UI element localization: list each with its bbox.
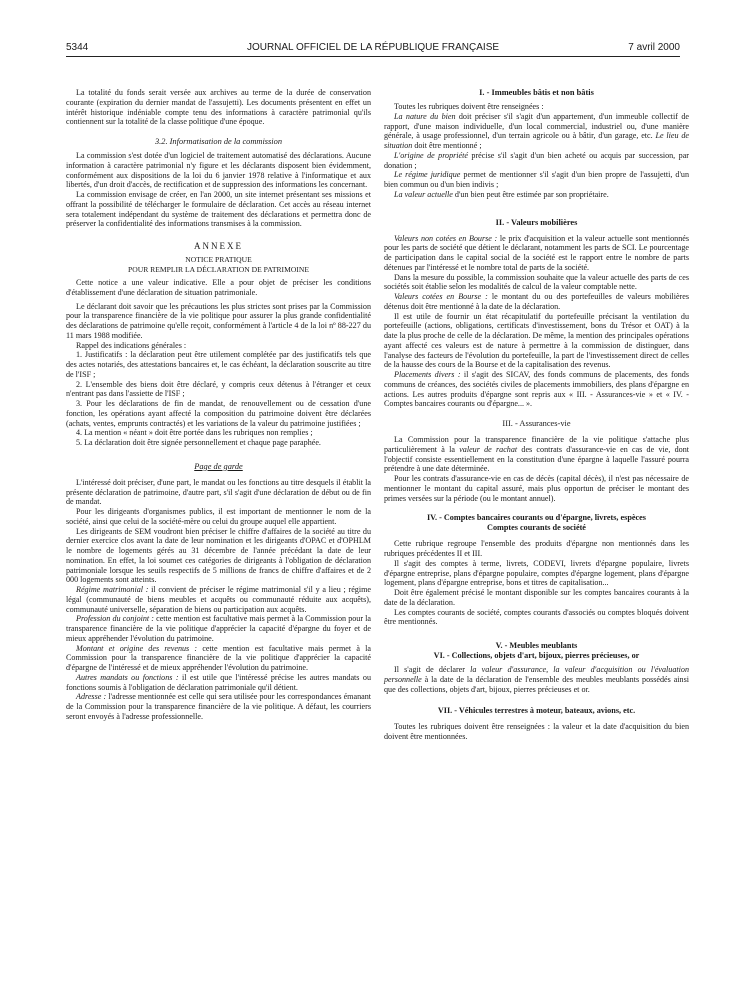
paragraph [66,585,371,614]
paragraph: Dans la mesure du possible, la commission souhaite que la valeur actuelle des parts de ces sociétés soit établie selon les modalités de calcul de la valeur comptable nette. [384,272,689,292]
paragraph: Doit être également précisé le montant disponible sur les comptes bancaires courants à la date de la déclaration. [384,588,689,607]
paragraph: Il est utile de fournir un état récapitulatif du portefeuille précisant la ventilation du portefeuille (actions, obligations, certificats d'investissement, bons du Trésor et OAT) à la date la plus proche de celle de la déclaration. De même, la mention des principales opérations ayant affecté ces valeurs est de nature à permettre à la commission de distinguer, dans l'analyse des facteurs de l'évolution du portefeuille, la part de l'investissement direct de celles de la hausse des cours de la Bourse et de la capitalisation des revenus. [384,311,689,370]
paragraph: Cette notice a une valeur indicative. Elle a pour objet de préciser les conditions d'établissement d'une déclaration de situation patrimoniale. [66,278,371,297]
paragraph-text: précise s'il s'agit d'un bien acheté ou acquis par succession, par donation ; [384,150,689,170]
paragraph-text: à la date de la déclaration de l'ensemble des meubles meublants possédés ainsi que des collections, objets d'art, bijoux, pierres précieuses et or. [384,674,689,694]
paragraph: 1. Justificatifs : la déclaration peut être utilement complétée par des justificatifs tels que des actes notariés, des attestations bancaires et, le cas échéant, la déclaration souscrite au titre de l'ISF ; [66,350,371,379]
paragraph [384,370,689,409]
paragraph: La commission s'est dotée d'un logiciel de traitement automatisé des déclarations. Aucune information à caractère patrimonial n'y figure et les déclarants disposent bien évidemment, conformément aux dispositions de la loi du 6 janvier 1978 relative à l'informatique et aux libertés, d'un droit d'accès, de rectification et de suppression des informations les concernant. [66,151,371,190]
section-heading: 3.2. Informatisation de la commission [154,137,283,146]
paragraph [66,692,371,721]
notice-subtitle: POUR REMPLIR LA DÉCLARATION DE PATRIMOINE [128,264,309,274]
paragraph: Il s'agit des comptes à terme, livrets, CODEVI, livrets d'épargne populaire, livrets d'épargne entreprise, plans d'épargne populaire, comptes d'épargne logement, plans d'épargne logement, plans d'épargne entreprise, bons et titres de capitalisation... [384,558,689,588]
paragraph-text: La Commission pour la transparence financière de la vie politique s'attache plus particulièrement à la [384,435,689,454]
paragraph [66,673,371,693]
paragraph [384,234,689,273]
paragraph: La commission envisage de créer, en l'an 2000, un site internet présentant ses missions et offrant la possibilité de télécharger le formulaire de déclaration. Cet accès au réseau internet sera totalement indépendant du système de traitement des déclarations et permettra donc de préserver la confidentialité des informations transmises à la commission. [66,190,371,229]
section-heading: III. - Assurances-vie [502,419,571,428]
lead-term: L'origine de propriété [394,150,468,160]
lead-term: Régime matrimonial : [76,585,149,594]
paragraph: L'intéressé doit préciser, d'une part, le mandat ou les fonctions au titre desquels il établit la présente déclaration de patrimoine, d'autre part, s'il s'agit d'une déclaration de début ou de fin de mandat. [66,477,371,507]
section-heading: VI. - Collections, objets d'art, bijoux, pierres précieuses, or [433,651,640,660]
paragraph [384,435,689,474]
lead-term: Placements divers : [394,370,461,379]
paragraph: La totalité du fonds serait versée aux archives au terme de la durée de conservation courante (expiration du dernier mandat de l'assujetti). Les documents présentent en effet un intérêt historique indéniable compte tenu des informations à caractère patrimonial qu'ils contiennent sur la totalité de la classe politique d'une époque. [66,88,371,127]
section-heading: I. - Immeubles bâtis et non bâtis [479,88,594,97]
section-heading [66,462,371,472]
paragraph [384,292,689,312]
lead-term: Le lieu de situation [384,131,690,150]
section-subheading: Comptes courants de société [487,523,586,533]
paragraph [384,112,689,151]
paragraph: Cette rubrique regroupe l'ensemble des produits d'épargne non mentionnés dans les rubriques précédentes II et III. [384,539,689,558]
emphasis: valeur de rachat [459,444,518,454]
paragraph: Toutes les rubriques doivent être renseignées : la valeur et la date d'acquisition du bien doivent être mentionnées. [384,722,689,741]
section-heading: IV. - Comptes bancaires courants ou d'épargne, livrets, espèces [426,513,646,523]
paragraph: 2. L'ensemble des biens doit être déclaré, y compris ceux détenus à l'étranger et ceux n'entrant pas dans l'assiette de l'ISF ; [66,379,371,399]
right-column [384,88,689,742]
page-number: 5344 [66,42,89,53]
paragraph-text: le montant du ou des portefeuilles de valeurs mobilières détenus doit être mentionné à la date de la déclaration. [384,292,689,311]
lead-term: Profession du conjoint : [76,614,154,624]
paragraph-text: il s'agit des SICAV, des fonds communs de placements, des fonds communs de créances, des sociétés civiles de placements immobiliers, des plans d'épargne en actions. Les autres produits d'épargne sont repris aux « III. - Assurances-vie » et « IV. - Comptes bancaires courants ou d'épargne... ». [384,370,689,409]
section-heading: VII. - Véhicules terrestres à moteur, bateaux, avions, etc. [437,706,636,716]
paragraph-text: cette mention est facultative mais permet à la Commission pour la transparence financière de la vie politique d'apprécier la capacité d'épargne de l'intéressé et de mieux appréhender l'évolution du patrimoine. [66,643,372,672]
paragraph: Toutes les rubriques doivent être renseignées : [394,102,544,111]
lead-term: Adresse : [76,692,107,702]
lead-term: Le régime juridique [394,170,461,180]
issue-date: 7 avril 2000 [628,42,680,53]
annexe-title: ANNEXE [194,241,243,251]
header-rule [66,56,680,57]
section-heading: V. - Meubles meublants [495,641,578,650]
paragraph-text: permet de mentionner s'il s'agit d'un bien propre de l'assujetti, d'un bien commun ou d'un bien indivis ; [384,170,690,189]
journal-title: JOURNAL OFFICIEL DE LA RÉPUBLIQUE FRANÇAISE [246,42,500,53]
lead-term: Valeurs cotées en Bourse : [394,292,488,301]
lead-term: La nature du bien [394,111,456,121]
paragraph-text: le prix d'acquisition et la valeur actuelle sont mentionnés pour les parts de société que détient le déclarant, notamment les parts de SCI. Le pourcentage de participation dans le capital social de la société est le rapport entre le nombre de parts détenues par l'intéressé et le nombre total de parts de la société. [384,233,689,272]
page-de-garde-heading: Page de garde [194,461,243,471]
paragraph: Le déclarant doit savoir que les précautions les plus strictes sont prises par la Commission pour la transparence financière de la vie politique pour assurer la plus grande confidentialité des déclarations de patrimoine qu'elle reçoit, conformément à l'article 4 de la loi nº 88-227 du 11 mars 1988 modifiée. [66,301,371,340]
paragraph [384,190,689,200]
paragraph: Rappel des indications générales : [76,340,187,350]
paragraph-text: il convient de préciser le régime matrimonial s'il y a lieu ; régime légal (communauté de biens meubles et acquêts ou communauté réduite aux acquêts), communauté universelle, séparation de biens ou participation aux acquêts. [66,585,371,614]
paragraph-text: doit préciser s'il s'agit d'un appartement, d'un immeuble collectif de rapport, d'une maison individuelle, d'un local commercial, industriel ou, d'une manière générale, à usage professionnel, d'un terrain agricole ou à bâtir, d'un garage, etc. [384,111,689,141]
paragraph: Pour les contrats d'assurance-vie en cas de décès (capital décès), il n'est pas nécessaire de mentionner le montant du capital assuré, mais plus opportun de préciser le montant des primes versées sur la période (ou le montant annuel). [384,474,689,503]
paragraph-text: doit être mentionné ; [412,141,482,150]
lead-term: La valeur actuelle [394,189,453,199]
page-header [66,42,680,56]
paragraph: Pour les dirigeants d'organismes publics, il est important de mentionner le nom de la société, ainsi que celui de la société-mère ou celui du groupe auquel elle appartient. [66,507,371,526]
paragraph [66,614,371,643]
emphasis: la valeur d'assurance, la valeur d'acquisition ou l'évaluation personnelle [384,665,689,684]
paragraph-text: cette mention est facultative mais permet à la Commission pour la transparence financière de la vie politique d'apprécier la capacité d'épargne du foyer et de mieux appréhender l'évolution du patrimoine. [66,614,371,643]
paragraph: 5. La déclaration doit être signée personnellement et chaque page paraphée. [76,438,321,447]
paragraph [66,644,371,673]
paragraph: 4. La mention « néant » doit être portée dans les rubriques non remplies ; [76,428,313,438]
paragraph: Les dirigeants de SEM voudront bien préciser le chiffre d'affaires de la société au titre du dernier exercice clos avant la date de leur nomination et les dirigeants d'OPAC et d'OPHLM le nombre de logements gérés au 31 décembre de l'année précédant la date de leur nomination. En effet, la loi soumet ces catégories de dirigeants à l'obligation de déclaration patrimoniale lorsque les seuils respectifs de 5 millions de francs de chiffre d'affaires et de 2 000 logements sont atteints. [66,526,371,585]
paragraph-text: des contrats d'assurance-vie en cas de vie, dont l'objectif consiste essentiellement en la constitution d'une épargne à laquelle l'assuré pourra prétendre à une date déterminée. [384,444,689,474]
notice-title: NOTICE PRATIQUE [185,255,252,264]
paragraph: 3. Pour les déclarations de fin de mandat, de renouvellement ou de cessation d'une fonction, les opérations ayant affecté la composition du patrimoine doivent être déclarées (achats, ventes, emprunts contractés) et les variations de la valeur du patrimoine justifiées ; [66,399,371,428]
paragraph [384,665,689,694]
left-column [66,88,371,722]
lead-term: Montant et origine des revenus : [76,643,198,653]
paragraph-text: l'adresse mentionnée est celle qui sera utilisée pour les correspondances émanant de la Commission pour la transparence financière de la vie politique. A défaut, les courriers seront envoyés à l'adresse professionnelle. [66,692,372,721]
lead-term: Autres mandats ou fonctions : [76,672,179,682]
paragraph-text: d'un bien peut être estimée par son propriétaire. [452,189,609,199]
paragraph [384,151,689,171]
lead-term: Valeurs non cotées en Bourse : [394,233,498,243]
paragraph-text: Il s'agit de déclarer [394,665,471,674]
paragraph-text: il est utile que l'intéressé précise les autres mandats ou fonctions soumis à l'obligation de déclaration patrimoniale qu'il détient. [66,672,371,692]
paragraph: Les comptes courants de société, comptes courants d'associés ou comptes bloqués doivent être mentionnés. [384,607,689,627]
paragraph [384,170,689,190]
section-heading: II. - Valeurs mobilières [495,217,578,227]
